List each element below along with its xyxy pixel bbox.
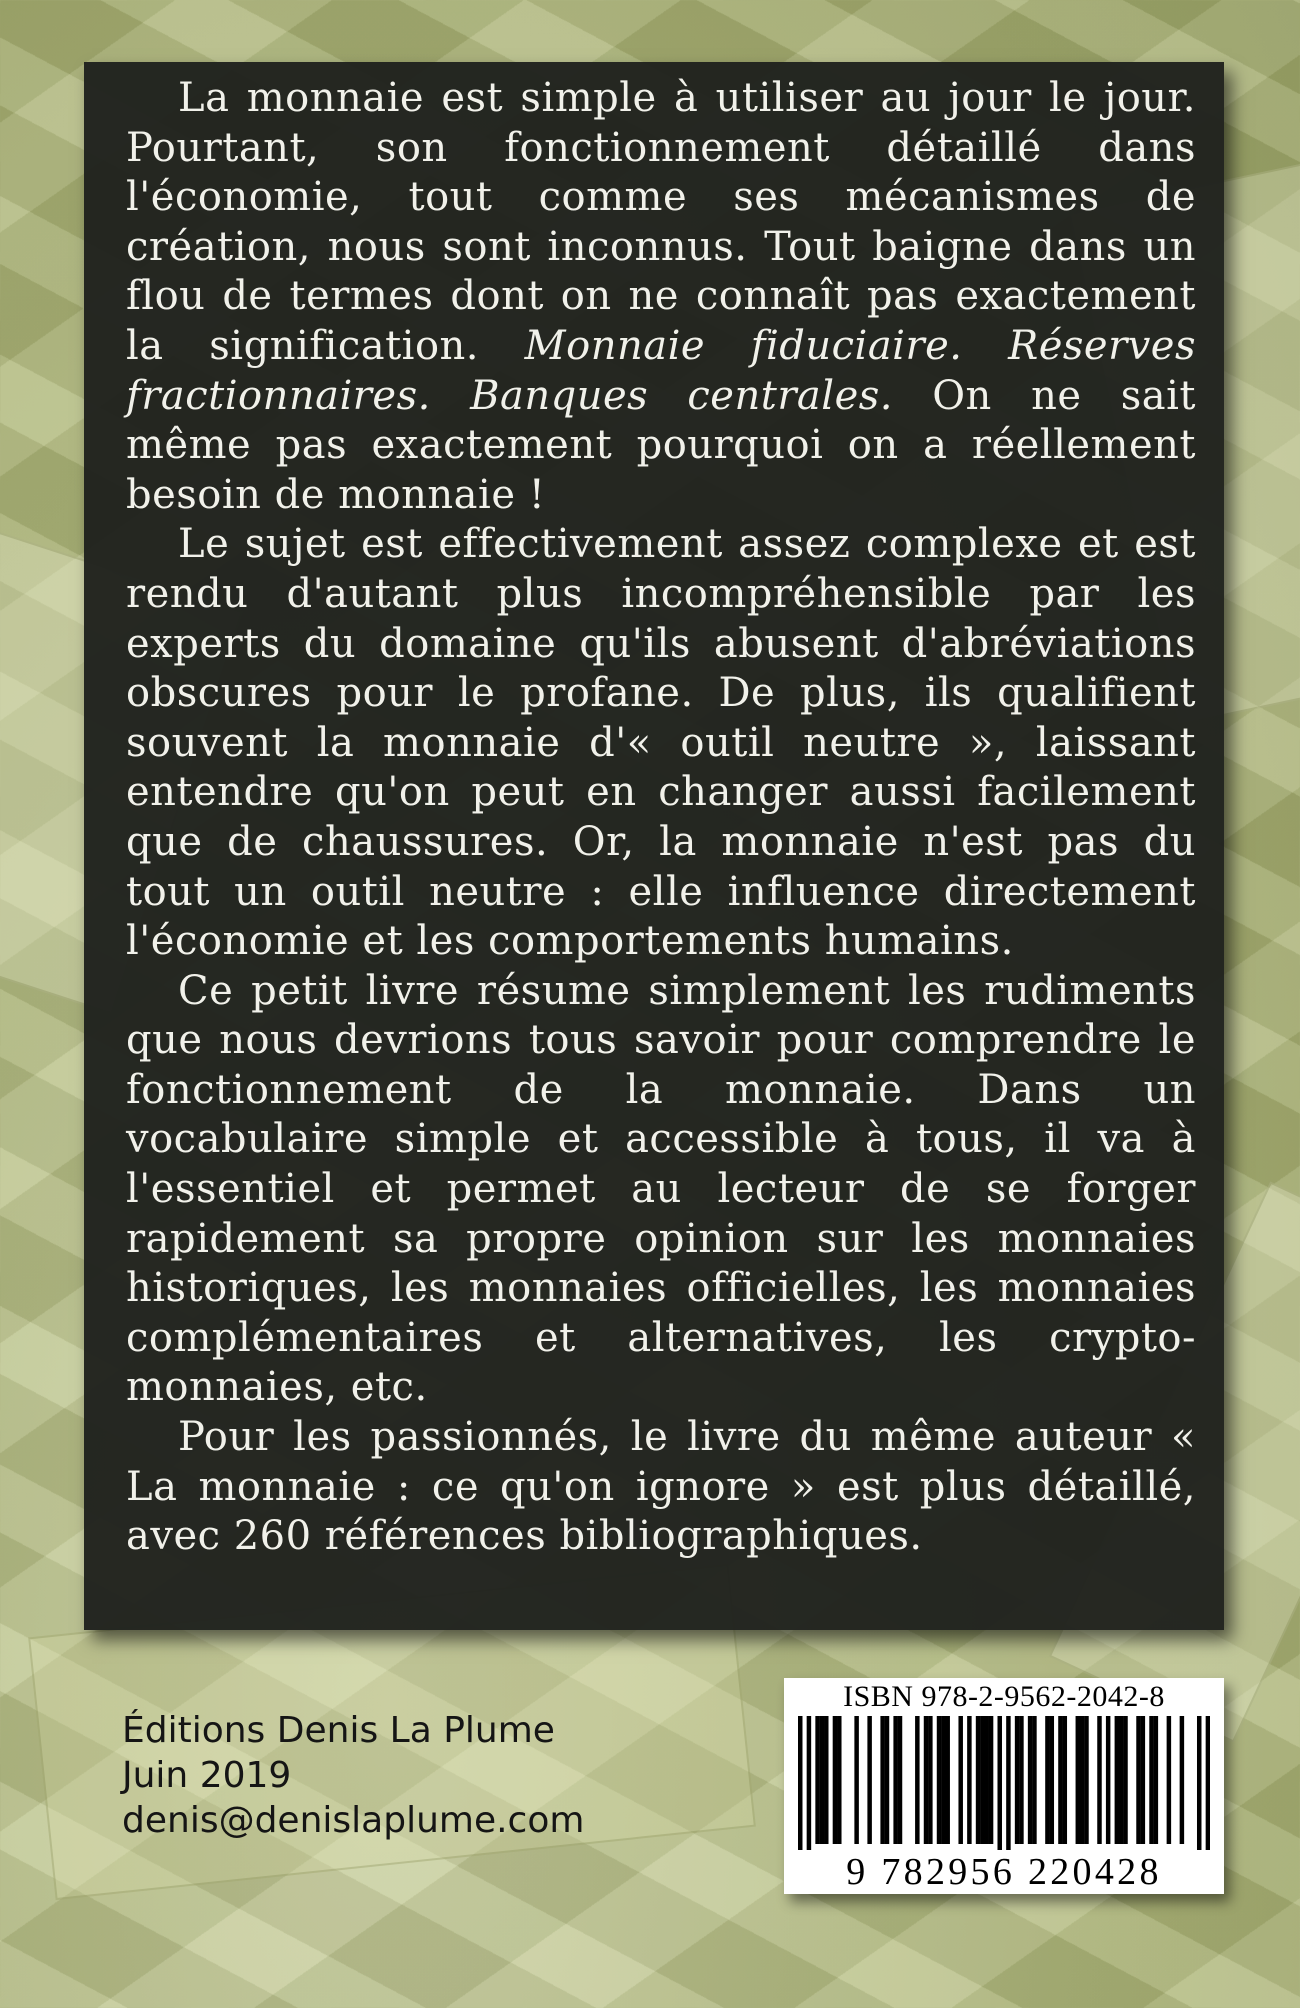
- barcode-bar: [1149, 1716, 1153, 1844]
- barcode-bar: [1115, 1716, 1119, 1844]
- isbn-barcode: [784, 1678, 1224, 1894]
- barcode-bar: [1006, 1716, 1010, 1850]
- publisher-info: [122, 1708, 584, 1843]
- barcode-bar: [997, 1716, 1001, 1850]
- barcode-bar: [958, 1716, 962, 1844]
- barcode-bar: [989, 1716, 993, 1844]
- barcode-bar: [1084, 1716, 1088, 1844]
- barcode-bar: [1123, 1716, 1127, 1844]
- barcode-bar: [945, 1716, 949, 1844]
- barcode-bar: [1019, 1716, 1023, 1844]
- barcode-bar: [1050, 1716, 1054, 1844]
- barcode-bar: [1180, 1716, 1184, 1844]
- barcode-bar: [937, 1716, 941, 1844]
- barcode-bar: [967, 1716, 971, 1844]
- publisher-email: denis@denislaplume.com: [122, 1800, 585, 1841]
- barcode-bar: [893, 1716, 897, 1844]
- barcode-bar: [880, 1716, 884, 1844]
- barcode-bar: [976, 1716, 980, 1844]
- barcode-bar: [1045, 1716, 1049, 1844]
- barcode-bar: [1076, 1716, 1080, 1844]
- barcode-bar: [1058, 1716, 1062, 1844]
- barcode-bar: [941, 1716, 945, 1844]
- barcode-bar: [824, 1716, 828, 1844]
- ean-digits: 9 782956 220428: [846, 1851, 1162, 1893]
- barcode-bar: [807, 1716, 811, 1850]
- barcode-bar: [815, 1716, 819, 1844]
- barcode-bar: [837, 1716, 841, 1844]
- barcode-bar: [915, 1716, 919, 1844]
- barcode-bar: [1154, 1716, 1158, 1844]
- barcode-bar: [1141, 1716, 1145, 1844]
- barcode-bar: [1197, 1716, 1201, 1850]
- publisher-name: Éditions Denis La Plume: [122, 1710, 555, 1751]
- barcode-bar: [885, 1716, 889, 1844]
- blurb-paragraph-4: Pour les passionnés, le livre du même auteur « La monnaie : ce qu'on ignore » est plus détaillé, avec 260 références bibliographiques.: [126, 1414, 1196, 1560]
- barcode-bar: [1063, 1716, 1067, 1844]
- barcode-bar: [1206, 1716, 1210, 1850]
- barcode-bar: [820, 1716, 824, 1844]
- barcode-bar: [928, 1716, 932, 1844]
- barcode-bars: [798, 1716, 1210, 1850]
- barcode-bar: [1136, 1716, 1140, 1844]
- blurb-paragraph-3: Ce petit livre résume simplement les rudiments que nous devrions tous savoir pour comprendre le fonctionnement de la monnaie. Dans un vocabulaire simple et accessible à tous, il va à l'essentiel et permet au lecteur de se forger rapidement sa propre opinion sur les monnaies historiques, les monnaies officielles, les monnaies complémentaires et alternatives, les crypto-monnaies, etc.: [126, 967, 1196, 1411]
- blurb-paragraph-2: Le sujet est effectivement assez complexe et est rendu d'autant plus incompréhensible par les experts du domaine qu'ils abusent d'abréviations obscures pour le profane. De plus, ils qualifient souvent la monnaie d'« outil neutre », laissant entendre qu'on peut en changer aussi facilement que de chaussures. Or, la monnaie n'est pas du tout un outil neutre : elle influence directement l'économie et les comportements humains.: [126, 521, 1196, 965]
- barcode-bar: [798, 1716, 802, 1850]
- barcode-bar: [854, 1716, 858, 1844]
- barcode-bar: [1106, 1716, 1110, 1844]
- barcode-bar: [1032, 1716, 1036, 1844]
- barcode-bar: [1028, 1716, 1032, 1844]
- barcode-bar: [898, 1716, 902, 1844]
- barcode-bar: [980, 1716, 984, 1844]
- barcode-bar: [1167, 1716, 1171, 1844]
- barcode-bar: [984, 1716, 988, 1844]
- blurb-paragraph-1: La monnaie est simple à utiliser au jour le jour. Pourtant, son fonctionnement détaillé dans l'économie, tout comme ses mécanismes de création, nous sont inconnus. Tout baigne dans un flou de termes dont on ne connaît pas exactement la signification. Monnaie fiduciaire. Réserves fractionnaires. Banques centrales. On ne sait même pas exactement pourquoi on a réellement besoin de monnaie !: [126, 75, 1196, 518]
- blurb-panel: [84, 62, 1224, 1630]
- barcode-bar: [867, 1716, 871, 1844]
- barcode-bar: [1119, 1716, 1123, 1844]
- blurb-italic-terms: Monnaie fiduciaire. Réserves fractionnaires. Banques centrales.: [126, 322, 1196, 419]
- barcode-bar: [833, 1716, 837, 1844]
- barcode-bar: [1097, 1716, 1101, 1844]
- barcode-bar: [1080, 1716, 1084, 1844]
- barcode-bar: [1015, 1716, 1019, 1844]
- barcode-bar: [924, 1716, 928, 1844]
- isbn-label: ISBN 978-2-9562-2042-8: [843, 1680, 1165, 1713]
- publication-date: Juin 2019: [122, 1755, 292, 1796]
